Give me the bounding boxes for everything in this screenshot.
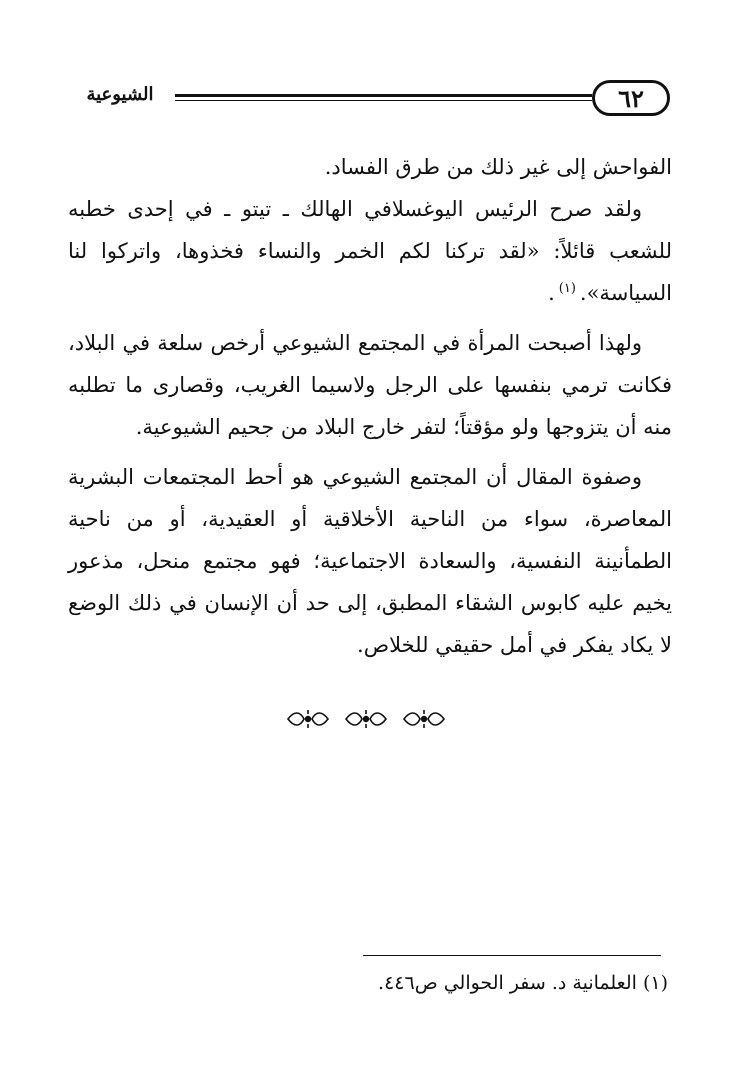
footnote-rule: [363, 955, 661, 956]
running-title: الشيوعية: [86, 84, 154, 105]
paragraph-3: ولهذا أصبحت المرأة في المجتمع الشيوعي أرخص سلعة في البلاد، فكانت ترمي بنفسها على الرجل ولاسيما الغريب، وقصارى ما تطلبه منه أن يتزوجها ولو مؤقتاً؛ لتفر خارج البلاد من جحيم الشيوعية.: [68, 331, 672, 439]
floral-ornament-icon: [344, 708, 388, 730]
section-ornament: [0, 708, 732, 730]
floral-ornament-icon: [286, 708, 330, 730]
page-number: ٦٢: [592, 80, 670, 116]
page-header: [70, 80, 670, 120]
paragraph-2: ولقد صرح الرئيس اليوغسلافي الهالك ـ تيتو ـ في إحدى خطبه للشعب قائلاً: «لقد تركنا لكم الخمر والنساء فخذوها، واتركوا لنا السياسة».$^{(١)}$.: [68, 197, 672, 305]
floral-ornament-icon: [402, 708, 446, 730]
paragraph-4: وصفوة المقال أن المجتمع الشيوعي هو أحط المجتمعات البشرية المعاصرة، سواء من الناحية الأخلاقية أو العقيدية، أو من ناحية الطمأنينة النفسية، والسعادة الاجتماعية؛ فهو مجتمع منحل، مذعور يخيم عليه كابوس الشقاء المطبق، إلى حد أن الإنسان في ذلك الوضع لا يكاد يفكر في أمل حقيقي للخلاص.: [68, 465, 672, 657]
footnote-reference: (١): [558, 281, 576, 296]
header-rule: [175, 94, 592, 101]
footnote: (١) العلمانية د. سفر الحوالي ص٤٤٦.: [378, 972, 668, 994]
paragraph-2-text: ولقد صرح الرئيس اليوغسلافي الهالك ـ تيتو ـ في إحدى خطبه للشعب قائلاً: «لقد تركنا لكم الخمر والنساء فخذوها، واتركوا لنا السياسة».: [68, 197, 672, 305]
paragraph-1: الفواحش إلى غير ذلك من طرق الفساد.: [324, 155, 672, 179]
body-text: [68, 146, 672, 674]
